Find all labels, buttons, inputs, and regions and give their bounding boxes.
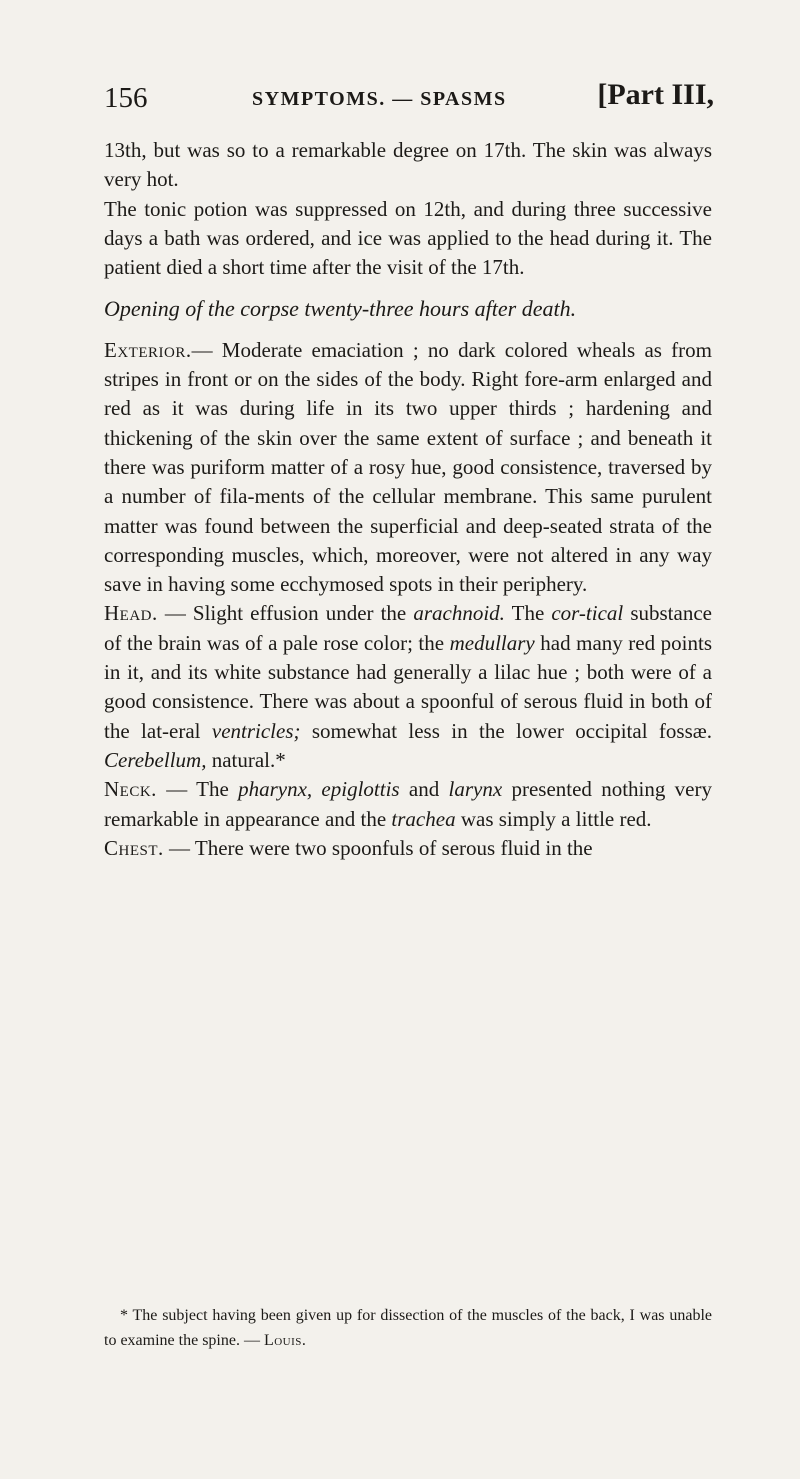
neck-italic-2: larynx	[448, 777, 503, 802]
head-label: Head.	[104, 601, 158, 626]
head-text-5: somewhat less in the lower occipital fossæ.	[300, 718, 712, 743]
head-italic-3: medullary	[449, 630, 535, 655]
section-heading: Opening of the corpse twenty-three hours after death.	[104, 296, 577, 322]
head-text-1: — Slight effusion under the	[157, 601, 414, 626]
head-italic-2: cor-tical	[551, 601, 624, 626]
neck-text-3: presented nothing very remarkable in appearance and the	[104, 777, 712, 831]
exterior-label: Exterior.	[104, 337, 192, 362]
exterior-text: — Moderate emaciation ; no dark colored wheals as from stripes in front or on the sides of the body. Right fore-arm enlarged and red as it was during life in its two upper thirds ; hardening and thickening of the skin over the same extent of surface ; and beneath it there was puriform matter of a rosy hue, good consistence, traversed by a number of fila-ments of the cellular membrane. This same purulent matter was found between the superficial and deep-seated strata of the corresponding muscles, which, moreover, were not altered in any way save in having some ecchymosed spots in their periphery.	[104, 337, 712, 597]
head-text-6: natural.*	[206, 747, 286, 772]
running-title: SYMPTOMS. — SPASMS	[252, 88, 507, 110]
head-italic-4: ventricles;	[211, 718, 301, 743]
neck-text-4: was simply a little red.	[455, 806, 652, 831]
paragraph-treatment: The tonic potion was suppressed on 12th, and during three successive days a bath was ordered, and ice was applied to the head during it. The patient died a short time after the visit of the 17th.	[104, 196, 712, 280]
footnote	[104, 1303, 712, 1353]
neck-text-2: and	[399, 777, 449, 802]
head-text-2: The	[504, 601, 552, 626]
footnote-paragraph	[104, 1303, 712, 1353]
paragraph-head	[104, 599, 712, 775]
part-label: [Part III,	[597, 78, 714, 111]
neck-italic-3: trachea	[391, 806, 456, 831]
running-head	[104, 78, 714, 126]
head-italic-5: Cerebellum,	[104, 747, 207, 772]
chest-label: Chest.	[104, 835, 164, 860]
body-text	[104, 136, 712, 863]
chest-text: — There were two spoonfuls of serous fluid in the	[163, 835, 593, 860]
head-text-3: substance of the brain was of a pale rose color; the	[104, 601, 712, 655]
paragraph-chest	[104, 834, 712, 863]
page-number: 156	[104, 82, 148, 114]
paragraph-continuation: 13th, but was so to a remarkable degree on 17th. The skin was always very hot.	[104, 138, 712, 192]
paragraph-neck	[104, 775, 712, 834]
footnote-text: * The subject having been given up for dissection of the muscles of the back, I was unable to examine the spine. —	[104, 1307, 712, 1349]
footnote-author: Louis.	[263, 1332, 307, 1349]
neck-text-1: — The	[156, 777, 239, 802]
neck-label: Neck.	[104, 777, 157, 802]
paragraph-exterior	[104, 336, 712, 600]
head-text-4: had many red points in it, and its white substance had generally a lilac hue ; both were of a good consistence. There was about a spoonful of serous fluid in both of the lat-eral	[104, 630, 712, 743]
head-italic-1: arachnoid.	[413, 601, 505, 626]
neck-italic-1: pharynx, epiglottis	[238, 777, 400, 802]
